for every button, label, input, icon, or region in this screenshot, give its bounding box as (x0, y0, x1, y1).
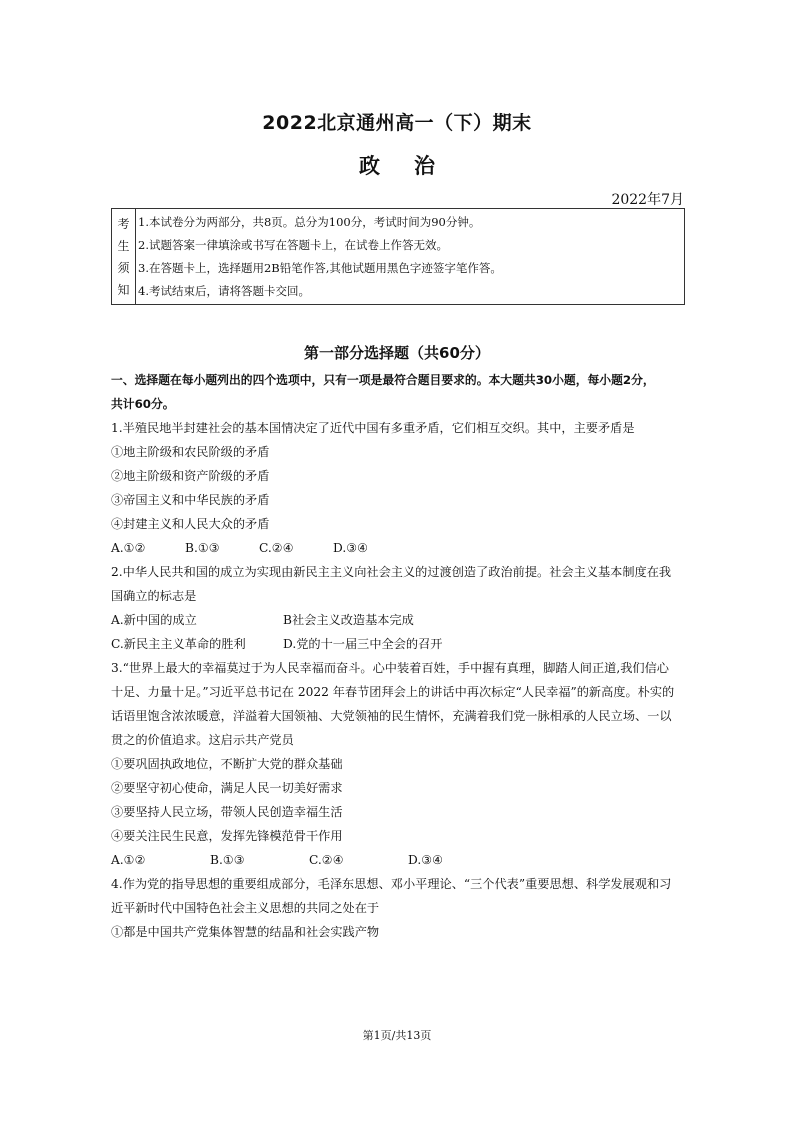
question-3-stem: 3.“世界上最大的幸福莫过于为人民幸福而奋斗。心中装着百姓，手中握有真理，脚踏人间正道,我们信心 (111, 661, 669, 675)
question-3-item: ③要坚持人民立场，带领人民创造幸福生活 (111, 805, 343, 819)
question-1-item: ③帝国主义和中华民族的矛盾 (111, 493, 270, 507)
option-c: C.新民主主义革命的胜利 (111, 637, 246, 651)
option-a: A.①② (111, 853, 146, 867)
question-2-stem: 国确立的标志是 (111, 589, 197, 603)
question-4-stem: 4.作为党的指导思想的重要组成部分，毛泽东思想、邓小平理论、“三个代表”重要思想、科学发展观和习 (111, 877, 672, 891)
question-2-stem: 2.中华人民共和国的成立为实现由新民主主义向社会主义的过渡创造了政治前提。社会主义基本制度在我 (111, 565, 672, 579)
instruction-line: 共计60分。 (111, 397, 175, 411)
notice-box (111, 208, 685, 305)
notice-item: 1.本试卷分为两部分，共8页。总分为100分，考试时间为90分钟。 (138, 215, 481, 230)
question-3-stem: 十足、力量十足。”习近平总书记在 2022 年春节团拜会上的讲话中再次标定“人民幸福”的新高度。朴实的 (111, 685, 675, 699)
option-c: C.②④ (259, 541, 294, 555)
notice-label-char: 须 (117, 261, 130, 276)
option-d: D.党的十一届三中全会的召开 (283, 637, 443, 651)
exam-title: 2022北京通州高一（下）期末 (262, 112, 532, 134)
notice-label-char: 生 (117, 238, 130, 253)
notice-item: 4.考试结束后，请将答题卡交回。 (138, 283, 310, 298)
question-1-item: ②地主阶级和资产阶级的矛盾 (111, 469, 270, 483)
notice-label-char: 考 (117, 216, 130, 231)
question-4-item: ①都是中国共产党集体智慧的结晶和社会实践产物 (111, 925, 380, 939)
option-d: D.③④ (333, 541, 369, 555)
question-4-stem: 近平新时代中国特色社会主义思想的共同之处在于 (111, 901, 380, 915)
page-footer: 第1页/共13页 (362, 1029, 432, 1042)
question-1-options (111, 536, 687, 560)
exam-date: 2022年7月 (611, 192, 684, 208)
question-2-options (111, 608, 687, 632)
questions-area (111, 368, 687, 944)
instruction-line: 一、选择题在每小题列出的四个选项中，只有一项是最符合题目要求的。本大题共30小题，每小题2分， (111, 373, 655, 387)
notice-items (138, 209, 680, 304)
question-3-item: ②要坚守初心使命，满足人民一切美好需求 (111, 781, 343, 795)
question-3-stem: 话语里饱含浓浓暖意，洋溢着大国领袖、大党领袖的民生情怀，充满着我们党一脉相承的人民立场、一以 (111, 709, 672, 723)
notice-item: 2.试题答案一律填涂或书写在答题卡上，在试卷上作答无效。 (138, 238, 448, 253)
section-title: 第一部分选择题（共60分） (304, 344, 490, 362)
option-b: B.①③ (210, 853, 245, 867)
option-b: B.①③ (185, 541, 220, 555)
question-2-options (111, 632, 687, 656)
notice-label-char: 知 (117, 283, 130, 298)
question-1-item: ④封建主义和人民大众的矛盾 (111, 517, 270, 531)
option-b: B社会主义改造基本完成 (283, 613, 414, 627)
notice-item: 3.在答题卡上，选择题用2B铅笔作答,其他试题用黑色字迹签字笔作答。 (138, 260, 502, 275)
option-d: D.③④ (408, 853, 444, 867)
notice-label (112, 209, 136, 304)
question-3-item: ④要关注民生民意，发挥先锋模范骨干作用 (111, 829, 343, 843)
option-a: A.①② (111, 541, 146, 555)
question-3-stem: 贯之的价值追求。这启示共产党员 (111, 733, 294, 747)
question-1-stem: 1.半殖民地半封建社会的基本国情决定了近代中国有多重矛盾，它们相互交织。其中，主要矛盾是 (111, 421, 635, 435)
option-a: A.新中国的成立 (111, 613, 197, 627)
subject-title: 政治 (359, 154, 469, 178)
question-3-item: ①要巩固执政地位，不断扩大党的群众基础 (111, 757, 343, 771)
question-3-options (111, 848, 687, 872)
option-c: C.②④ (309, 853, 344, 867)
question-1-item: ①地主阶级和农民阶级的矛盾 (111, 445, 270, 459)
